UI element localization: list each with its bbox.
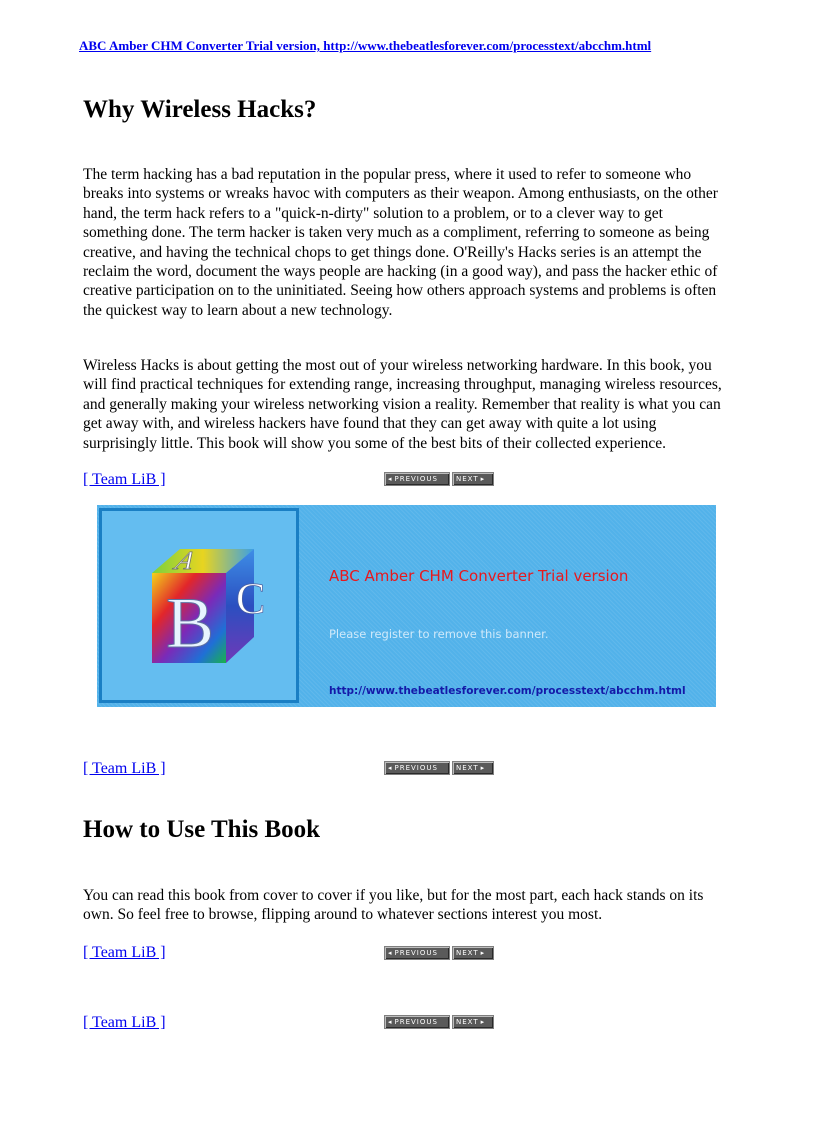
previous-label: PREVIOUS [394, 1018, 438, 1026]
next-button[interactable] [452, 761, 494, 775]
arrow-left-icon: ◂ [388, 475, 393, 483]
previous-button[interactable] [384, 472, 450, 486]
page-navigation [384, 761, 494, 775]
paragraph-how-to-use: You can read this book from cover to cover if you like, but for the most part, each hack stands on its own. So feel free to browse, flipping around to whatever sections interest you most. [83, 887, 704, 924]
arrow-right-icon: ▸ [480, 949, 486, 957]
banner-subtitle: Please register to remove this banner. [329, 627, 549, 641]
arrow-right-icon: ▸ [480, 1018, 486, 1026]
arrow-left-icon: ◂ [388, 949, 393, 957]
next-label: NEXT [456, 764, 479, 772]
trial-banner[interactable] [97, 505, 716, 707]
next-label: NEXT [456, 475, 479, 483]
abc-cube-logo-icon [142, 541, 266, 671]
arrow-left-icon: ◂ [388, 1018, 393, 1026]
team-lib-link[interactable]: [ Team LiB ] [83, 471, 166, 488]
banner-url[interactable]: http://www.thebeatlesforever.com/processtext/abcchm.html [329, 685, 686, 697]
page-navigation [384, 472, 494, 486]
next-label: NEXT [456, 949, 479, 957]
team-lib-link[interactable]: [ Team LiB ] [83, 944, 166, 961]
next-label: NEXT [456, 1018, 479, 1026]
svg-text:B: B [166, 583, 215, 663]
previous-button[interactable] [384, 761, 450, 775]
logo-panel [99, 508, 299, 703]
page-navigation [384, 1015, 494, 1029]
previous-label: PREVIOUS [394, 475, 438, 483]
previous-button[interactable] [384, 1015, 450, 1029]
section-title-why-wireless-hacks: Why Wireless Hacks? [83, 96, 317, 123]
next-button[interactable] [452, 472, 494, 486]
page-navigation [384, 946, 494, 960]
arrow-right-icon: ▸ [480, 764, 486, 772]
banner-title: ABC Amber CHM Converter Trial version [329, 567, 629, 585]
previous-button[interactable] [384, 946, 450, 960]
previous-label: PREVIOUS [394, 949, 438, 957]
previous-label: PREVIOUS [394, 764, 438, 772]
svg-text:A: A [168, 546, 204, 576]
trial-version-link[interactable]: ABC Amber CHM Converter Trial version, http://www.thebeatlesforever.com/processtext/abcchm.html [79, 38, 652, 53]
arrow-right-icon: ▸ [480, 475, 486, 483]
next-button[interactable] [452, 1015, 494, 1029]
paragraph-wireless-hacks-about: Wireless Hacks is about getting the most out of your wireless networking hardware. In this book, you will find practical techniques for extending range, increasing throughput, managing wireless resources, and generally making your wireless networking vision a reality. Remember that reality is what you can get away with, and wireless hackers have found that they can get away with quite a lot using surprisingly little. This book will show you some of the best bits of their collected experience. [83, 357, 722, 452]
next-button[interactable] [452, 946, 494, 960]
team-lib-link[interactable]: [ Team LiB ] [83, 760, 166, 777]
svg-text:C: C [236, 574, 266, 623]
paragraph-hacking-reputation: The term hacking has a bad reputation in the popular press, where it used to refer to someone who breaks into systems or wreaks havoc with computers as their weapon. Among enthusiasts, on the other hand, the term hack refers to a "quick-n-dirty" solution to a problem, or to a clever way to get something done. The term hacker is taken very much as a compliment, referring to someone as being creative, and having the technical chops to get things done. O'Reilly's Hacks series is an attempt the reclaim the word, document the ways people are hacking (in a good way), and pass the hacker ethic of creative participation on to the uninitiated. Seeing how others approach systems and problems is often the quickest way to learn about a new technology. [83, 166, 718, 319]
arrow-left-icon: ◂ [388, 764, 393, 772]
team-lib-link[interactable]: [ Team LiB ] [83, 1014, 166, 1031]
section-title-how-to-use: How to Use This Book [83, 816, 321, 843]
